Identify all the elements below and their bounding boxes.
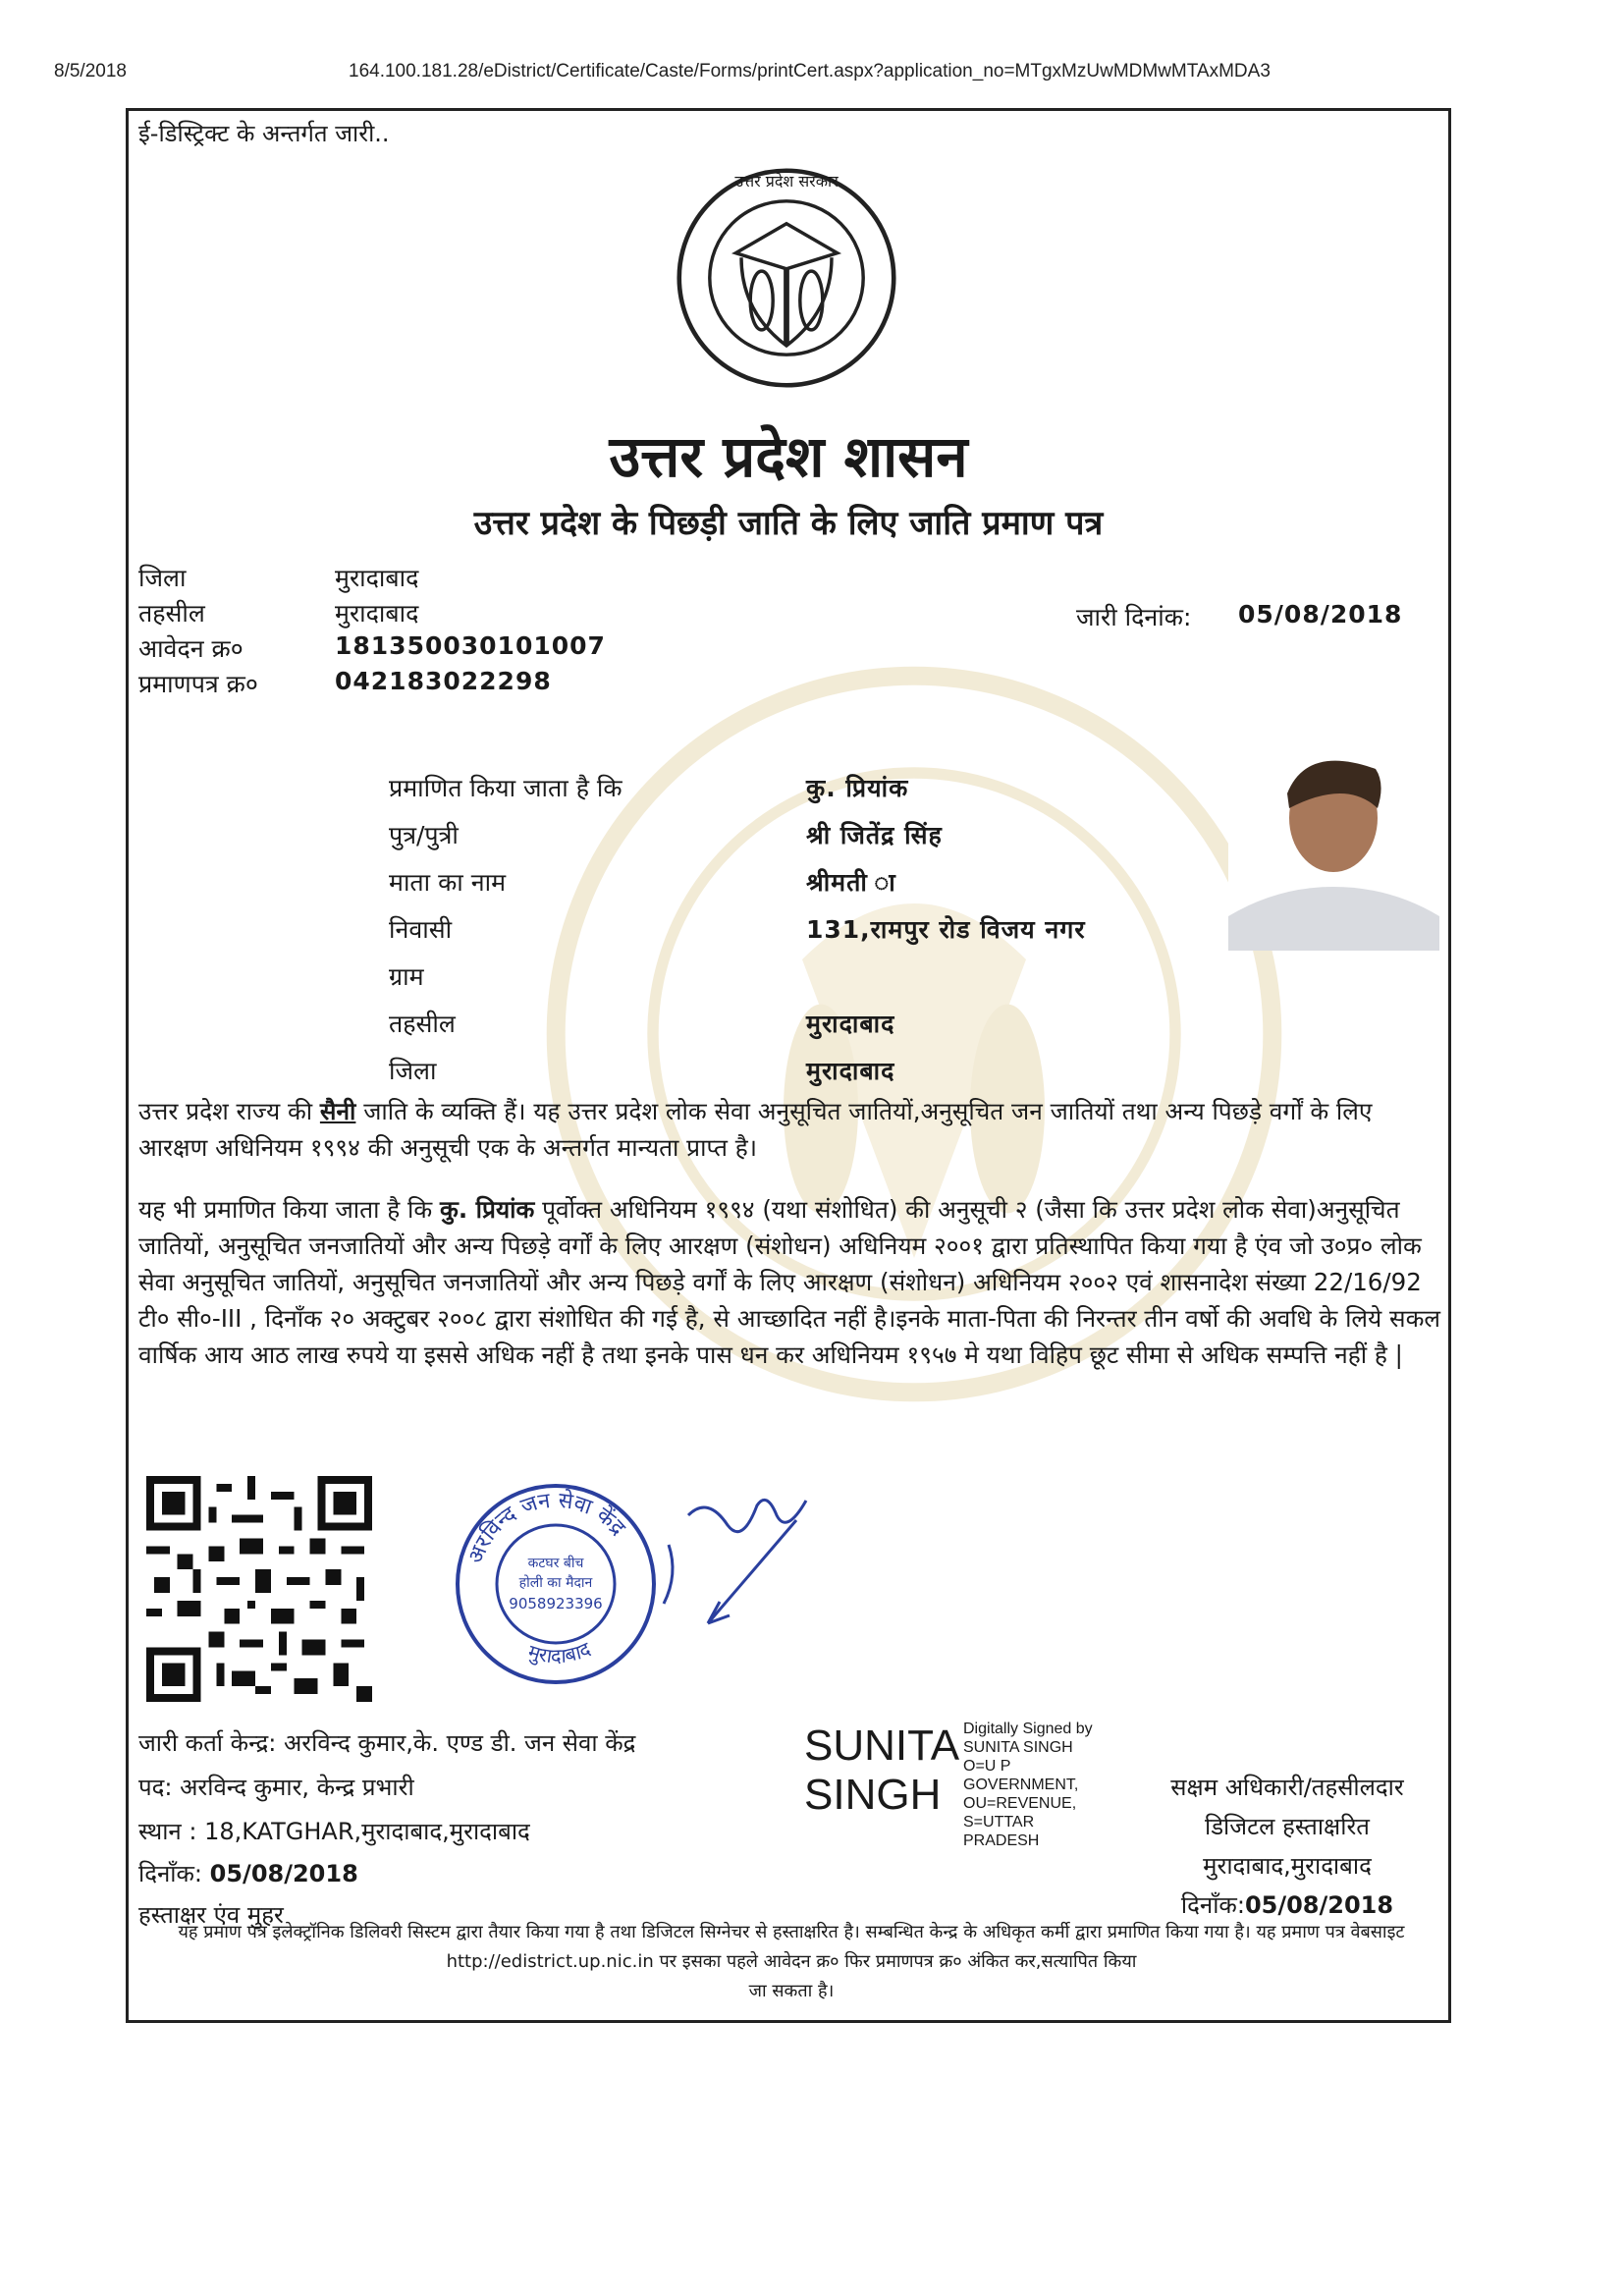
qr-code (146, 1476, 372, 1702)
emblem-text: उत्तर प्रदेश सरकार (734, 172, 839, 191)
stamp-line1: कटघर बीच (527, 1556, 584, 1571)
ds-line: SUNITA SINGH (963, 1739, 1073, 1756)
digital-sign-name-2: SINGH (804, 1771, 942, 1819)
income-paragraph (138, 1191, 1444, 1373)
centre-stamp (453, 1481, 659, 1687)
footnote (148, 1918, 1435, 2006)
stamp-phone: 9058923396 (509, 1595, 603, 1613)
resident-address: 131,रामपुर रोड विजय नगर (806, 915, 1086, 944)
certificate-no-value: 042183022298 (335, 667, 552, 695)
district-label: जिला (138, 564, 187, 592)
para2-prefix: यह भी प्रमाणित किया जाता है कि (138, 1195, 440, 1224)
caste-paragraph (138, 1093, 1444, 1166)
stamp-line2: होली का मैदान (518, 1575, 593, 1591)
issuer-date-value: 05/08/2018 (209, 1860, 358, 1887)
handwritten-signature (649, 1486, 875, 1682)
print-date: 8/5/2018 (54, 61, 127, 82)
certificate (126, 108, 1451, 2023)
para2-suffix: पूर्वोक्त अधिनियम १९९४ (यथा संशोधित) की अनुसूची २ (जैसा कि उत्तर प्रदेश लोक सेवा)अनुसूचित जातियों, अनुसूचित जनजातियों और अन्य पिछड़े वर्गों के लिए आरक्षण (संशोधन) अधिनियम २००१ द्वारा प्रतिस्थापित किया गया है एंव जो उ०प्र० लोक सेवा अनुसूचित जातियों, अनुसूचित जनजातियों और अन्य पिछड़े वर्गों के लिए आरक्षण (संशोधन) अधिनियम २००२ एवं शासनादेश संख्या 22/16/92 टी० सी०-III , दिनाँक २० अक्टुबर २००८ द्वारा संशोधित की गई है, से आच्छादित नहीं है।इनके माता-पिता की निरन्तर तीन वर्षो की अवधि के लिये सकल वार्षिक आय आठ लाख रुपये या इससे अधिक नहीं है तथा इनके पास धन कर अधिनियम १९५७ मे यथा विहिप छूट सीमा से अधिक सम्पत्ति नहीं है | (138, 1195, 1441, 1369)
ds-line: PRADESH (963, 1832, 1040, 1849)
certificate-no-label: प्रमाणपत्र क्र० (138, 670, 258, 698)
issuer-sign-label: हस्ताक्षर एंव मुहर (138, 1901, 284, 1929)
application-no-label: आवेदन क्र० (138, 634, 244, 663)
tehsil-label: तहसील (138, 599, 205, 628)
para1-prefix: उत्तर प्रदेश राज्य की (138, 1097, 320, 1125)
person-district-value: मुरादाबाद (806, 1057, 895, 1085)
issuer-centre: जारी कर्ता केन्द्र: अरविन्द कुमार,के. एण्ड डी. जन सेवा केंद्र (138, 1729, 636, 1757)
certificate-title: उत्तर प्रदेश शासन (609, 423, 968, 490)
applicant-name: कु. प्रियांक (806, 774, 909, 802)
issued-under-text: ई-डिस्ट्रिक्ट के अन्तर्गत जारी.. (138, 120, 390, 147)
application-no-value: 181350030101007 (335, 631, 606, 660)
authority-title: सक्षम अधिकारी/तहसीलदार (1170, 1774, 1404, 1801)
mother-name: श्रीमती ा (806, 868, 896, 897)
footnote-line1: यह प्रमाण पत्र इलेक्ट्रॉनिक डिलिवरी सिस्टम द्वारा तैयार किया गया है तथा डिजिटल सिग्नेचर से हस्ताक्षरित है। सम्बन्धित केन्द्र के अधिकृत कर्मी द्वारा प्रमाणित किया गया है। यह प्रमाण पत्र वेबसाइट http://edistrict.up.nic.in पर इसका पहले आवेदन क्र० फिर प्रमाणपत्र क्र० अंकित कर,सत्यापित किया (178, 1922, 1405, 1972)
para1-suffix: जाति के व्यक्ति हैं। यह उत्तर प्रदेश लोक सेवा अनुसूचित जातियों,अनुसूचित जन जातियों तथा अन्य पिछड़े वर्गों के लिए आरक्षण अधिनियम १९९४ की अनुसूची एक के अन्तर्गत मान्यता प्राप्त है। (138, 1097, 1373, 1162)
print-url: 164.100.181.28/eDistrict/Certificate/Caste/Forms/printCert.aspx?application_no=MTgxMzUwMDMwMTAxMDA3 (349, 61, 1271, 82)
ds-line: S=UTTAR (963, 1814, 1035, 1831)
person-tehsil-label: तहसील (389, 1010, 456, 1038)
issuer-date (138, 1857, 358, 1889)
authority-date-label: दिनाँक: (1180, 1891, 1245, 1919)
issuer-post: पद: अरविन्द कुमार, केन्द्र प्रभारी (138, 1774, 414, 1801)
applicant-photo (1228, 739, 1439, 951)
father-name: श्री जितेंद्र सिंह (806, 821, 943, 849)
ds-line: GOVERNMENT, (963, 1777, 1079, 1793)
person-district-label: जिला (389, 1057, 437, 1085)
issuer-date-label: दिनाँक: (138, 1860, 203, 1887)
issuer-place: स्थान : 18,KATGHAR,मुरादाबाद,मुरादाबाद (138, 1818, 530, 1845)
stamp-city-text: मुरादाबाद (525, 1636, 594, 1668)
district-value: मुरादाबाद (335, 564, 419, 592)
stamp-ring-text: अरविन्द जन सेवा केंद्र (463, 1488, 630, 1567)
digital-sign-name-1: SUNITA (804, 1722, 960, 1770)
ds-line: O=U P (963, 1758, 1011, 1775)
para2-applicant-name: कु. प्रियांक (440, 1195, 535, 1224)
ds-line: OU=REVENUE, (963, 1795, 1077, 1812)
village-label: ग्राम (389, 962, 424, 991)
resident-label: निवासी (389, 915, 453, 944)
authority-date-value: 05/08/2018 (1244, 1891, 1394, 1919)
parent-label: पुत्र/पुत्री (389, 821, 459, 849)
up-govt-emblem-icon (674, 165, 899, 391)
digital-sign-details (963, 1720, 1093, 1850)
authority-place: मुरादाबाद,मुरादाबाद (1203, 1852, 1372, 1880)
certificate-subtitle: उत्तर प्रदेश के पिछड़ी जाति के लिए जाति प्रमाण पत्र (473, 504, 1104, 543)
tehsil-value: मुरादाबाद (335, 599, 419, 628)
footnote-line2: जा सकता है। (748, 1981, 835, 2001)
ds-line: Digitally Signed by (963, 1721, 1093, 1737)
authority-signed: डिजिटल हस्ताक्षरित (1205, 1813, 1370, 1840)
mother-label: माता का नाम (389, 868, 507, 897)
issue-date-value: 05/08/2018 (1238, 600, 1403, 629)
issue-date-label: जारी दिनांक: (1076, 603, 1192, 631)
certified-label: प्रमाणित किया जाता है कि (389, 774, 623, 802)
authority-date (1130, 1888, 1444, 1921)
caste-name: सैनी (319, 1097, 356, 1125)
person-tehsil-value: मुरादाबाद (806, 1010, 895, 1038)
